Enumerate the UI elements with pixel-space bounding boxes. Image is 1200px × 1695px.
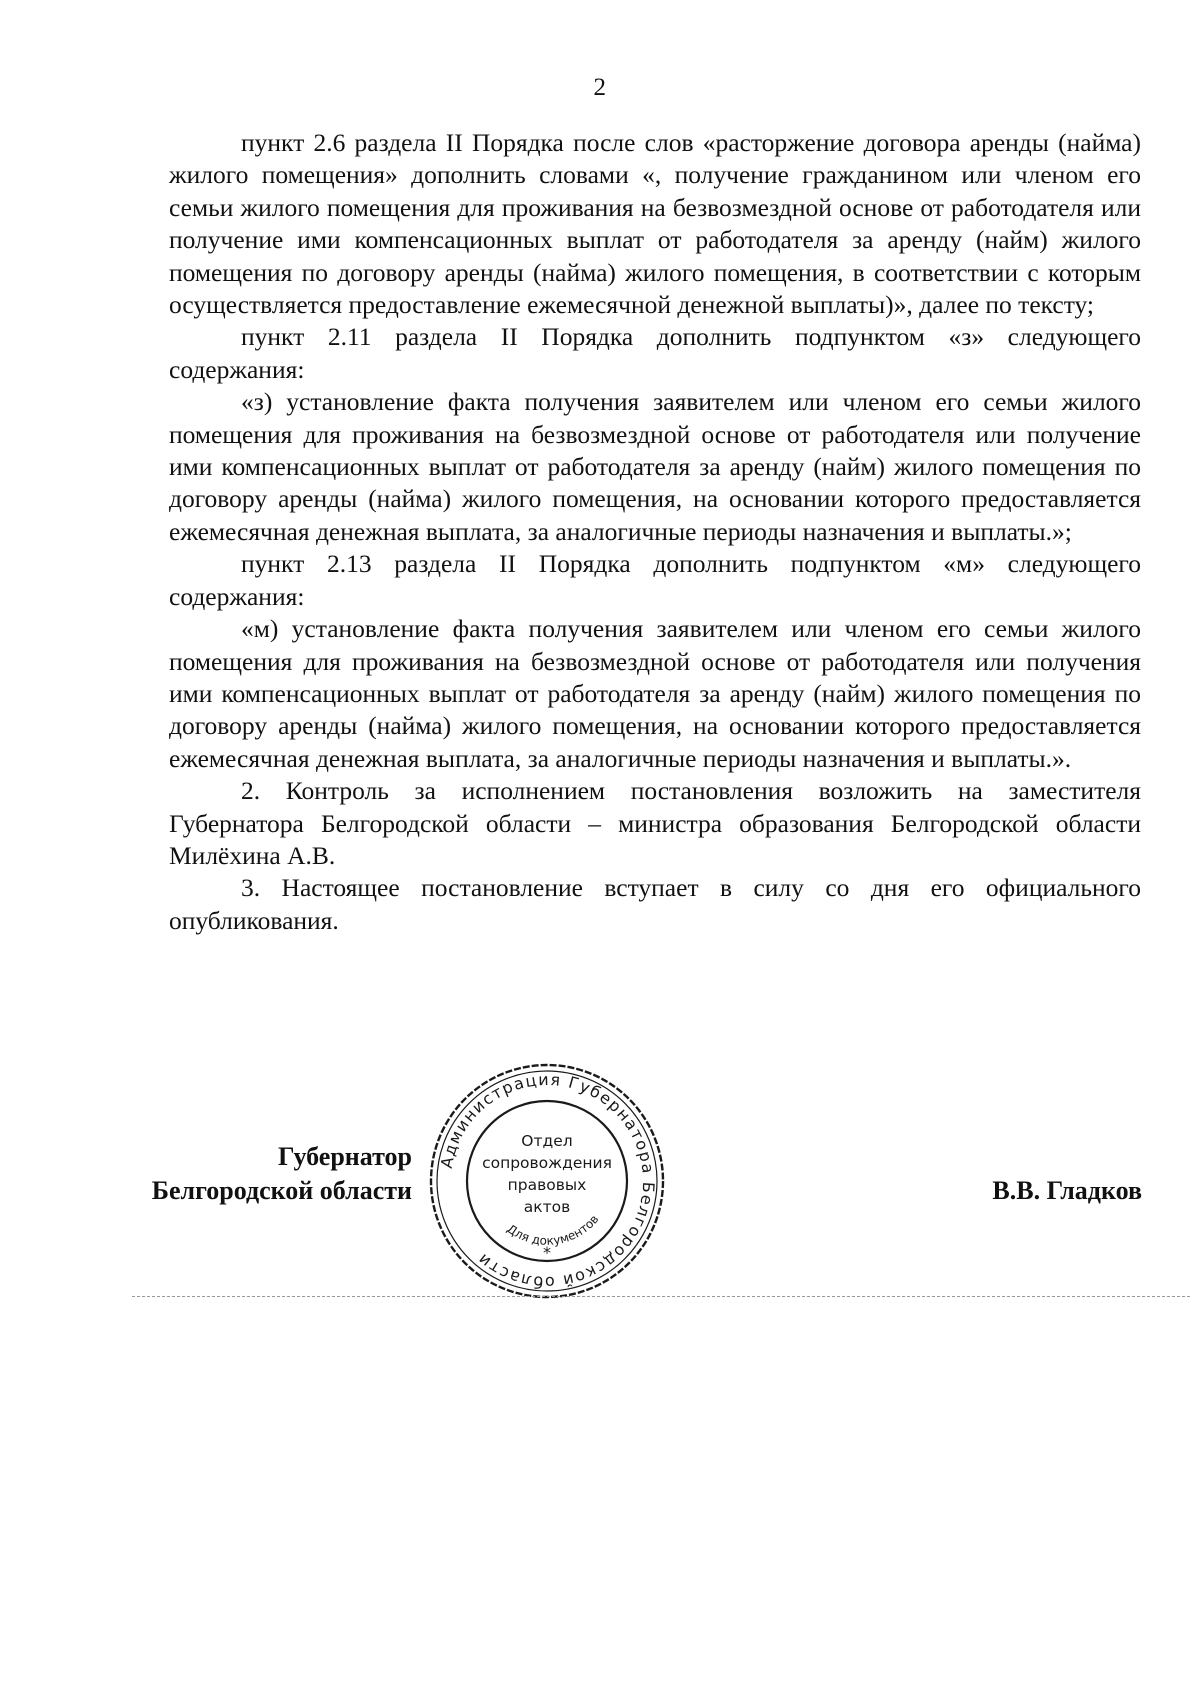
- paragraph-item-2-13: пункт 2.13 раздела II Порядка дополнить подпунктом «м» следующего содержания:: [169, 549, 1141, 611]
- signatory-name: В.В. Гладков: [992, 1176, 1142, 1205]
- paragraph-effective-clause: 3. Настоящее постановление вступает в силу со дня его официального опубликования.: [169, 873, 1141, 935]
- stamp-star: *: [543, 1243, 551, 1262]
- stamp-center-line-3: правовых: [507, 1176, 587, 1194]
- page-number: 2: [593, 74, 607, 101]
- paragraph-subitem-m: «м) установление факта получения заявителем или членом его семьи жилого помещения для проживания на безвозмездной основе от работодателя или получения ими компенсационных выплат от работодателя за аренду (найм) жилого помещения по договору аренды (найма) жилого помещения, на основании которого предоставляется ежемесячная денежная выплата, за аналогичные периоды назначения и выплаты.».: [169, 614, 1141, 773]
- signatory-title-line-1: Губернатор: [277, 1142, 412, 1171]
- stamp-center-line-4: актов: [523, 1198, 571, 1216]
- official-stamp: [428, 1062, 666, 1300]
- page-divider: [132, 1296, 1190, 1297]
- paragraph-item-2-6: пункт 2.6 раздела II Порядка после слов «расторжение договора аренды (найма) жилого помещения» дополнить словами «, получение гражданином или членом его семьи жилого помещения для проживания на безвозмездной основе от работодателя или получение ими компенсационных выплат от работодателя за аренду (найм) жилого помещения по договору аренды (найма) жилого помещения, в соответствии с которым осуществляется предоставление ежемесячной денежной выплаты)», далее по тексту;: [169, 128, 1141, 320]
- stamp-center-line-1: Отдел: [521, 1132, 573, 1150]
- paragraph-subitem-z: «з) установление факта получения заявителем или членом его семьи жилого помещения для проживания на безвозмездной основе от работодателя или получение ими компенсационных выплат от работодателя за аренду (найм) жилого помещения по договору аренды (найма) жилого помещения, на основании которого предоставляется ежемесячная денежная выплата, за аналогичные периоды назначения и выплаты.»;: [169, 387, 1141, 546]
- document-body: [169, 127, 1141, 937]
- stamp-center-text: [428, 1062, 666, 1300]
- stamp-center-line-2: сопровождения: [482, 1154, 612, 1172]
- signatory-title: [152, 1140, 412, 1208]
- paragraph-item-2-11: пункт 2.11 раздела II Порядка дополнить подпунктом «з» следующего содержания:: [169, 322, 1141, 384]
- signatory-title-line-2: Белгородской области: [151, 1176, 412, 1205]
- stamp-outer-text: Администрация Губернатора Белгородской области: [436, 1069, 659, 1293]
- stamp-inner-text: Для документов: [504, 1212, 602, 1248]
- paragraph-control-clause: 2. Контроль за исполнением постановления возложить на заместителя Губернатора Белгородской области – министра образования Белгородской области Милёхина А.В.: [169, 776, 1141, 870]
